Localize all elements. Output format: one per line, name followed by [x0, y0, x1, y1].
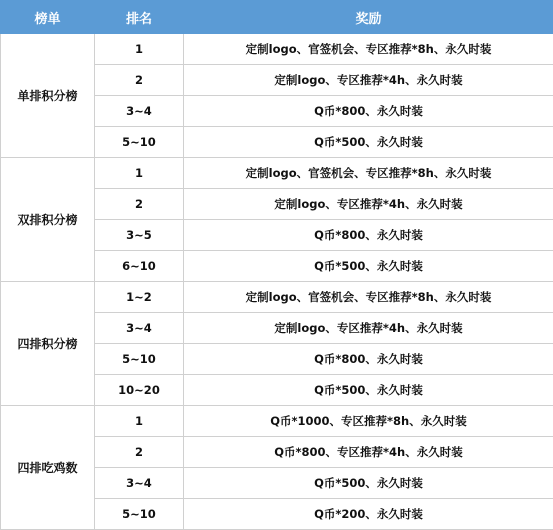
rank-cell: 3~4 [95, 313, 184, 344]
board-name-cell: 四排吃鸡数 [1, 406, 95, 530]
reward-cell: Q币*1000、专区推荐*8h、永久时装 [184, 406, 553, 437]
header-row [1, 1, 553, 34]
reward-cell: Q币*800、永久时装 [184, 344, 553, 375]
rank-cell: 5~10 [95, 344, 184, 375]
header-reward: 奖励 [184, 1, 553, 34]
reward-cell: Q币*500、永久时装 [184, 375, 553, 406]
reward-cell: 定制logo、官签机会、专区推荐*8h、永久时装 [184, 34, 553, 65]
rank-cell: 3~5 [95, 220, 184, 251]
reward-cell: 定制logo、专区推荐*4h、永久时装 [184, 65, 553, 96]
rank-cell: 3~4 [95, 468, 184, 499]
board-name-cell: 双排积分榜 [1, 158, 95, 282]
reward-cell: Q币*200、永久时装 [184, 499, 553, 530]
rank-cell: 6~10 [95, 251, 184, 282]
board-name-cell: 单排积分榜 [1, 34, 95, 158]
board-name-cell: 四排积分榜 [1, 282, 95, 406]
reward-cell: 定制logo、官签机会、专区推荐*8h、永久时装 [184, 282, 553, 313]
reward-cell: 定制logo、专区推荐*4h、永久时装 [184, 313, 553, 344]
rank-cell: 1 [95, 158, 184, 189]
rank-cell: 1~2 [95, 282, 184, 313]
rank-cell: 3~4 [95, 96, 184, 127]
reward-cell: Q币*500、永久时装 [184, 127, 553, 158]
header-rank: 排名 [95, 1, 184, 34]
reward-cell: Q币*800、专区推荐*4h、永久时装 [184, 437, 553, 468]
rank-cell: 2 [95, 65, 184, 96]
rank-cell: 1 [95, 34, 184, 65]
table-row [1, 34, 553, 65]
reward-cell: Q币*500、永久时装 [184, 468, 553, 499]
table-row [1, 282, 553, 313]
reward-cell: 定制logo、官签机会、专区推荐*8h、永久时装 [184, 158, 553, 189]
rank-cell: 1 [95, 406, 184, 437]
rank-cell: 2 [95, 437, 184, 468]
reward-cell: 定制logo、专区推荐*4h、永久时装 [184, 189, 553, 220]
rank-cell: 5~10 [95, 127, 184, 158]
reward-cell: Q币*500、永久时装 [184, 251, 553, 282]
header-board: 榜单 [1, 1, 95, 34]
table-body [1, 34, 553, 530]
table-row [1, 406, 553, 437]
rank-cell: 5~10 [95, 499, 184, 530]
rank-cell: 2 [95, 189, 184, 220]
reward-cell: Q币*800、永久时装 [184, 96, 553, 127]
reward-cell: Q币*800、永久时装 [184, 220, 553, 251]
rank-cell: 10~20 [95, 375, 184, 406]
table-row [1, 158, 553, 189]
